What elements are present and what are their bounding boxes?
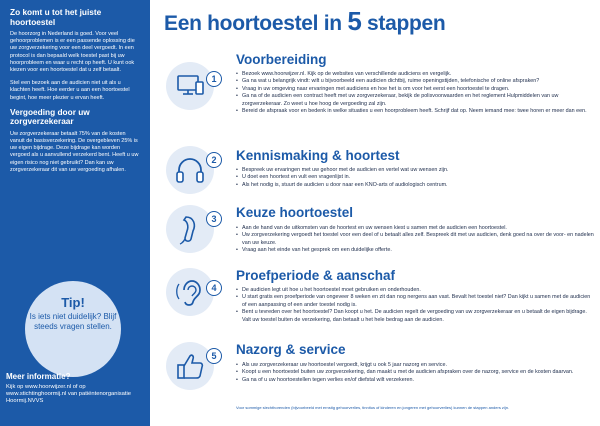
tip-bubble xyxy=(25,281,121,377)
step-5-number: 5 xyxy=(206,348,222,364)
step-4-bullet: • Bent u tevreden over het hoortoestel? Dan koopt u het. De audicien regelt de vergoeding van uw zorgverzekeraar en u betaalt de eigen bijdrage. Valt uw toestel buiten de verzekering, dan betaalt u het hele bedrag aan de audicien. xyxy=(236,309,594,324)
step-2-bullet: • Als het nodig is, stuurt de audicien u door naar een KNO-arts of audiologisch centrum. xyxy=(236,182,594,189)
step-4-number: 4 xyxy=(206,280,222,296)
intro-text: De hoorzorg in Nederland is goed. Voor veel gehoorproblemen is er een passende oplossing die uw zorgverzekering voor een deel vergoedt. In een protocol is dan bepaald welk toestel past bij uw hoorprobleem en waar u recht op heeft. U kunt ook kiezen voor een hoortoestel dat u zelf betaalt. xyxy=(10,31,135,74)
step-1-bullet: • Ga na wat u belangrijk vindt: wilt u bijvoorbeeld een audicien dichtbij, ruime openingstijden, telefonische of online afspraken? xyxy=(236,78,594,85)
sidebar xyxy=(0,0,150,426)
step-2-number: 2 xyxy=(206,152,222,168)
step-3-number: 3 xyxy=(206,211,222,227)
title-after: stappen xyxy=(361,12,446,35)
step-4-list xyxy=(236,287,594,324)
step-5-bullet: • Als uw zorgverzekeraar uw hoortoestel vergoedt, krijgt u ook 5 jaar nazorg en service. xyxy=(236,362,594,369)
coverage-text: Uw zorgverzekeraar betaalt 75% van de kosten vanuit de basisverzekering. De overgebleven 25% is uw eigen bijdrage. Deze bijdrage kan worden vergoed als u aanvullend verzekerd bent. Heeft u uw eigen risico nog niet gebruikt? Dan kan uw zorgverzekeraar dit van uw vergoeding afhalen. xyxy=(10,130,139,173)
coverage-heading: Vergoeding door uw zorgverzekeraar xyxy=(10,106,90,127)
main-content xyxy=(150,0,600,426)
intro-text-advice: Stel een bezoek aan de audicien niet uit als u klachten heeft. Hoe eerder u aan een hoortoestel begint, hoe meer plezier u ervan heeft. xyxy=(10,80,130,101)
step-1-bullet: • Ga na of de audicien een contract heeft met uw zorgverzekeraar, bekijk de polisvoorwaarden en het reglement Hulpmiddelen van uw zorgverzekeraar. Zo weet u hoe hoog de vergoeding zal zijn. xyxy=(236,93,594,108)
step-3-heading: Keuze hoortoestel xyxy=(236,205,354,220)
step-5-bullet: • Koopt u een hoortoestel buiten uw zorgverzekering, dan maakt u met de audicien afspraken over de nazorg, service en de kosten daarvan. xyxy=(236,369,594,376)
step-5-list xyxy=(236,362,594,384)
footnote: Voor sommige slechthorenden (bijvoorbeeld met ernstig gehoorverlies, tinnitus of kinderen en jongeren met gehoorverlies) kunnen de stappen anders zijn. xyxy=(236,405,510,410)
step-1-bullet: • Vraag in uw omgeving naar ervaringen met audiciens en hoe het is om voor het eerst een hoortoestel te dragen. xyxy=(236,86,594,93)
step-2-bullet: • Bespreek uw ervaringen met uw gehoor met de audicien en vertel wat uw wensen zijn. xyxy=(236,167,594,174)
step-5-icon-circle xyxy=(166,342,214,390)
page-title xyxy=(164,6,445,37)
more-info xyxy=(6,372,146,405)
step-4-bullet: • U start gratis een proefperiode van ongeveer 8 weken en zit dan nog nergens aan vast. Bevalt het toestel niet? Dan kijkt u samen met de audicien of een aanpassing of een ander toestel nodig is. xyxy=(236,294,594,309)
info-text: Kijk op www.hoorwijzer.nl of op www.stichtinghoormij.nl van patiëntenorganisatie Hoormij.NVVS xyxy=(6,383,132,405)
step-1-list xyxy=(236,71,594,115)
step-2-heading: Kennismaking & hoortest xyxy=(236,148,400,163)
title-number: 5 xyxy=(347,6,362,36)
step-3-bullet: • Uw zorgverzekering vergoedt het toestel voor een deel of u betaalt alles zelf. Bespreek dit met uw audicien, denk goed na over de voor- en nadelen van uw keuze. xyxy=(236,232,594,247)
hearing-aid-icon xyxy=(166,205,214,253)
step-3-bullet: • Vraag aan het einde van het gesprek om een duidelijke offerte. xyxy=(236,247,594,254)
step-2-icon-circle xyxy=(166,146,214,194)
step-1-heading: Voorbereiding xyxy=(236,52,327,67)
step-5-heading: Nazorg & service xyxy=(236,342,346,357)
step-4-heading: Proefperiode & aanschaf xyxy=(236,268,396,283)
thumbs-up-icon xyxy=(166,342,214,390)
step-2-bullet: • U doet een hoortest en vult een vragenlijst in. xyxy=(236,174,594,181)
tip-title: Tip! xyxy=(61,295,85,310)
devices-icon xyxy=(166,62,214,110)
info-heading: Meer informatie? xyxy=(6,372,71,381)
step-3-list xyxy=(236,225,594,255)
step-1-icon-circle xyxy=(166,62,214,110)
tip-text: Is iets niet duidelijk? Blijf steeds vragen stellen. xyxy=(29,312,117,331)
title-before: Een hoortoestel in xyxy=(164,12,348,35)
intro-heading: Zo komt u tot het juiste hoortoestel xyxy=(10,7,102,27)
headphones-icon xyxy=(166,146,214,194)
step-1-bullet: • Bereid de afspraak voor en bedenk in welke situaties u een hoorprobleem heeft. Schrijf dat op. Neem iemand mee: twee horen er meer dan een. xyxy=(236,108,594,115)
step-4-bullet: • De audicien legt uit hoe u het hoortoestel moet gebruiken en onderhouden. xyxy=(236,287,594,294)
step-3-icon-circle xyxy=(166,205,214,253)
step-5-bullet: • Ga na of u uw hoortoestellen tegen verlies en/of diefstal wilt verzekeren. xyxy=(236,377,594,384)
step-1-bullet: • Bezoek www.hoorwijzer.nl. Kijk op de websites van verschillende audiciens en vergelijk. xyxy=(236,71,594,78)
step-1-number: 1 xyxy=(206,71,222,87)
step-3-bullet: • Aan de hand van de uitkomsten van de hoortest en uw wensen kiest u samen met de audicien een hoortoestel. xyxy=(236,225,594,232)
step-2-list xyxy=(236,167,594,189)
